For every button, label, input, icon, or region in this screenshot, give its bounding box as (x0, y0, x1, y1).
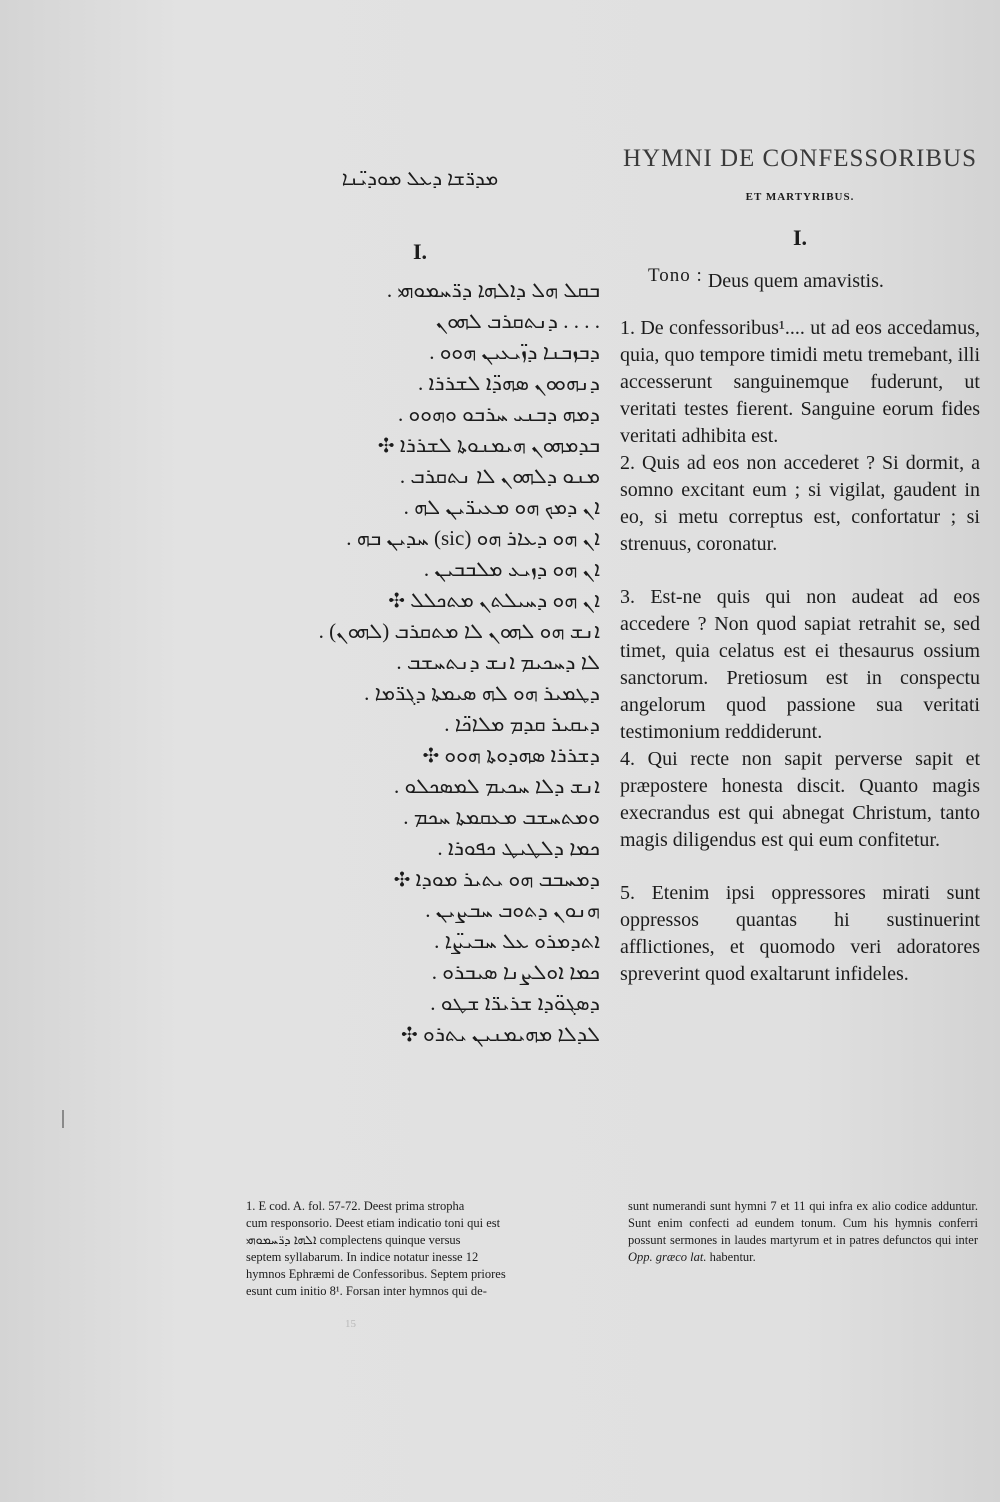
syriac-line: ܐܢ ܗܘ ܕܚܝܠܬܢ ܡܬܟܠܠ ✣ (388, 588, 600, 612)
syriac-line: ܕܒܙܒܢܐ ܕܙ̈ܝܥܝܢ ܗܘܘ . (429, 340, 600, 364)
syriac-line: ܐܢܫ ܗܘ ܠܗܘܢ ܠܐ ܡܬܩܪܒ (ܠܗܘܢ) . (318, 619, 600, 643)
tone-indication (648, 265, 980, 293)
stanza-gap (620, 558, 980, 584)
footnote-text: sunt numerandi sunt hymni 7 et 11 qui infra ex alio codice adduntur. Sunt enim confecti ad eundem tonum. Cum his hymnis conferri possunt sermones in laudes martyrum et in patres defunctos qui inter (628, 1199, 978, 1247)
syriac-line: ܒܕܡܗܘܢ ܗܝܡܢܘܬܐ ܠܫܪܪܐ ✣ (377, 433, 600, 457)
signature-mark: 15 (345, 1318, 356, 1330)
scan-mark (62, 1110, 64, 1128)
syriac-line: ܠܕܠܐ ܡܗܝܡܢܝܢ ܝܬܪܘ ✣ (401, 1022, 600, 1046)
latin-column (620, 145, 980, 988)
footnote-line: septem syllabarum. In indice notatur inesse 12 (246, 1250, 479, 1264)
syriac-line: ܕܫܪܪܐ ܣܗܕܘܬܐ ܗܘܘ ✣ (422, 743, 600, 767)
syriac-line: ܒܩܠ ܗܠ ܕܐܠܗܐ ܕܪ̈ܚܡܘܗܝ . (386, 278, 600, 302)
footnote-line: 1. E cod. A. fol. 57-72. Deest prima stropha (246, 1199, 465, 1213)
syriac-title: ܡܕܪ̈ܫܐ ܕܥܠ ܡܘܕܝ̈ܢܐ (341, 168, 499, 190)
footnote-line: cum responsorio. Deest etiam indicatio toni qui est (246, 1216, 501, 1230)
syriac-line: ܐܢܫ ܕܠܐ ܚܟܝܡ ܠܡܣܟܠܘ . (393, 774, 600, 798)
page-title: HYMNI DE CONFESSORIBUS (623, 145, 977, 172)
footnote-line: esunt cum initio 8¹. Forsan inter hymnos qui de- (246, 1284, 487, 1298)
syriac-line: ܐܢ ܗܘ ܕܥܐܪ ܗܘ (sic) ܚܕܝܢ ܒܗ . (346, 526, 600, 550)
tone-text: Deus quem amavistis. (707, 270, 884, 292)
syriac-verse-lines (230, 275, 610, 1050)
syriac-line: ܠܐ ܕܚܟܝܡ ܐܢܫ ܕܢܬܚܫܒ . (396, 650, 600, 674)
syriac-section-number: I. (412, 239, 428, 264)
footnote-line: hymnos Ephræmi de Confessoribus. Septem priores (246, 1267, 506, 1281)
syriac-line: ܟܡܐ ܐܘܠܨܢܐ ܣܝܒܪܘ . (431, 960, 600, 984)
tone-label: Tono : (648, 265, 703, 286)
footnote-text-end: habentur. (706, 1250, 756, 1264)
stanza-3: 3. Est-ne quis qui non audeat ad eos accedere ? Non quod sapiat retrahit se, sed timet, quia celatus est ei thesaurus ossium sanctorum. Pretiosum est in conspectu angelorum quod passione sua veritati testimonium reddiderunt. (620, 586, 980, 743)
stanza-1: 1. De confessoribus¹.... ut ad eos accedamus, quia, quo tempore timidi metu tremebant, illi accesserunt sanguinemque fuderunt, ut veritati testes fierent. Sanguine eorum fides veritati adhibita est. (620, 317, 980, 447)
syriac-line: ܕܛܡܝܪ ܗܘ ܠܗ ܣܝܡܬܐ ܕܓܪ̈ܡܐ . (364, 681, 600, 705)
syriac-line: . . . . ܕܢܬܩܪܒ ܠܗܘܢ (435, 309, 600, 333)
syriac-line: ܐܬܕܡܪܘ ܥܠ ܚܒܝܨ̈ܐ . (434, 929, 600, 953)
stanza-4: 4. Qui recte non sapit perverse sapit et præpostere honesta discit. Quanto magis execrandus est qui abnegat Christum, tanto magis diligendus est qui eum confitetur. (620, 748, 980, 851)
stanza-5: 5. Etenim ipsi oppressores mirati sunt oppressos quantas hi sustinuerint afflictiones, et quomodo veri adoratores spreverint quod exaltarunt infideles. (620, 882, 980, 985)
syriac-line: ܕܝܩܝܪ ܩܕܡ ܡܠܐܟ̈ܐ . (444, 712, 600, 736)
syriac-line: ܕܣܓܘ̈ܕܐ ܫܪܝܪ̈ܐ ܫܛܘ . (430, 991, 600, 1015)
footnote-italic: Opp. græco lat. (628, 1250, 707, 1264)
syriac-line: ܘܡܬܚܫܒ ܡܥܩܡܬܐ ܚܟܡ . (403, 805, 600, 829)
footnote-right (628, 1198, 978, 1266)
footnote-line: ܐܠܗܐ ܕܪ̈ܚܡܘܗܝ complectens quinque versus (246, 1233, 461, 1247)
footnote-left (246, 1198, 604, 1300)
latin-section-number: I. (792, 225, 808, 250)
syriac-column (230, 168, 610, 1050)
syriac-line: ܗܢܘܢ ܕܬܘܒ ܚܒܨܝܢ . (425, 898, 600, 922)
syriac-line: ܟܡܐ ܕܠܛܝܛ ܟܦܘܪܐ . (437, 836, 600, 860)
page-subtitle: ET MARTYRIBUS. (745, 191, 855, 203)
syriac-line: ܕܢܗܘܘܢ ܣܗܕ̈ܐ ܠܫܪܪܐ . (417, 371, 600, 395)
syriac-line: ܕܡܗ ܕܒܢܝ ܚܪܒܘ ܘܗܘܘ . (398, 402, 600, 426)
syriac-line: ܐܢ ܕܡܟ ܗܘ ܡܥܝܪ̈ܝܢ ܠܗ . (403, 495, 600, 519)
syriac-line: ܕܡܚܒܒ ܗܘ ܝܬܝܪ ܡܘܕܐ ✣ (393, 867, 600, 891)
syriac-line: ܐܢ ܗܘ ܕܙܝܥ ܡܠܒܒܝܢ . (423, 557, 600, 581)
stanza-gap (620, 854, 980, 880)
stanza-2: 2. Quis ad eos non accederet ? Si dormit, a somno excitant eum ; si vigilat, gaudent in eo, si metu correptus est, confortatur ; si strenuus, coronatur. (620, 452, 980, 555)
syriac-line: ܡܢܘ ܕܠܗܘܢ ܠܐ ܢܬܩܪܒ . (399, 464, 600, 488)
